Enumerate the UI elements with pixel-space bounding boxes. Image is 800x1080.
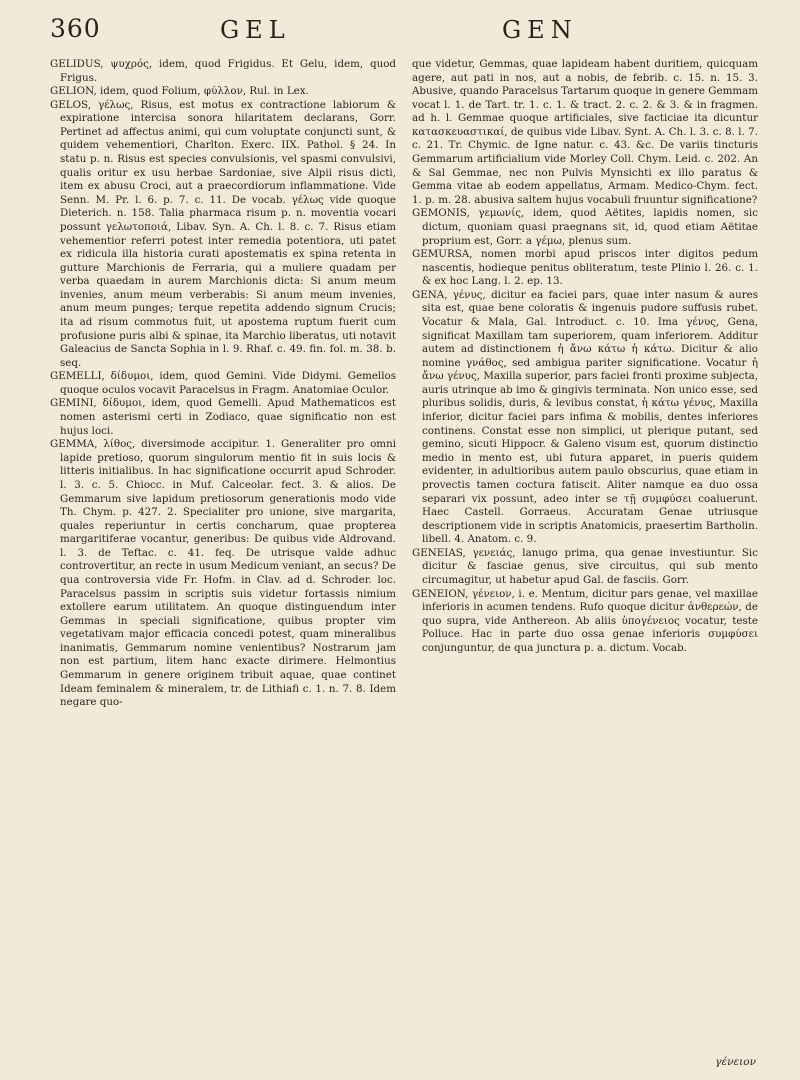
entry-geneias: GENEIAS, γενειάς, lanugo prima, qua genae investiuntur. Sic dicitur & fasciae genus, sive circuitus, qui sub mento circumagitur, ut habetur apud Gal. de fasciis. Gorr. <box>412 546 758 586</box>
entry-gelos: GELOS, γέλως, Risus, est motus ex contractione labiorum & expiratione intercisa sonora hilaritatem declarans, Gorr. Pertinet ad affectus animi, qui cum voluptate conjuncti sunt, & quidem vehementiori, Charlton. Exerc. IIX. Pathol. § 24. In statu p. n. Risus est species convulsionis, vel spasmi convulsivi, qualis oritur ex usu herbae Sardoniae, sive Alpii risus dicti, item ex abusu Croci, aut a praecordiorum inflammatione. Vide Senn. M. Pr. l. 6. p. 7. c. 11. De vocab. γέλως vide quoque Dieterich. n. 158. Talia pharmaca risum p. n. moventia vocari possunt γελωτοποιά, Libav. Syn. A. Ch. l. 8. c. 7. Risus etiam vehementior referri potest inter remedia potentiora, uti patet ex ridicula illa historia curati apostematis ex spina retenta in gutture Marchionis de Ferraria, qui a muliere quadam per verba quaedam in aurem Marchionis dicta: Si anum meum invenies, anum meum verberabis: Si anum meum invenies, anum meum punges; terque repetita addendo signum Crucis; ita ad risum commotus fuit, ut apostema ruptum fuerit cum profusione puris albi & spinae, ita Marchio liberatus, uti notavit Galeacius de Sancta Sophia in l. 9. Rhaf. c. 49. fin. fol. m. 38. b. seq. <box>50 98 396 369</box>
entry-gemursa: GEMURSA, nomen morbi apud priscos inter digitos pedum nascentis, hodieque penitus obliteratum, teste Plinio l. 26. c. 1. & ex hoc Lang. l. 2. ep. 13. <box>412 248 758 288</box>
entry-gemma-continued: que videtur, Gemmas, quae lapideam habent duritiem, quicquam agere, aut pati in nos, aut a nobis, de febrib. c. 15. n. 15. 3. Abusive, quando Paracelsus Tartarum quoque in genere Gemmam vocat l. 1. de Tart. tr. 1. c. 1. & tract. 2. c. 2. & 3. & in fragmen. ad h. l. Gemmae quoque artificiales, sive facticiae ita dicuntur κατασκευαστικαί, de quibus vide Libav. Synt. A. Ch. l. 3. c. 8. l. 7. c. 21. Tr. Chymic. de Igne natur. c. 43. &c. De variis tincturis Gemmarum artificialium vide Morley Coll. Chym. Leid. c. 202. An & Sal Gemmae, nec non Pulvis Mynsichti ex illo paratus & Gemma vitae ab eodem appellatus, Armam. Medico-Chym. fect. 1. p. m. 28. abusiva saltem hujus vocabuli fruuntur significatione? <box>412 58 758 206</box>
right-column <box>412 58 758 710</box>
running-head-right: GEN <box>502 16 578 44</box>
entry-gena: GENA, γένυς, dicitur ea faciei pars, quae inter nasum & aures sita est, quae bene coloratis & ingenuis pudore suffusis rubet. Vocatur & Mala, Gal. Introduct. c. 10. Ima γένυς, Gena, significat Maxillam tam superiorem, quam inferiorem. Additur autem ad distinctionem ἡ ἄνω κάτω ἡ κάτω. Dicitur & alio nomine γνάθος, sed ambigua pariter significatione. Vocatur ἡ ἄνω γένυς, Maxilla superior, pars faciei fronti proxime subjecta, auris utrinque ab imo & gingivis terminata. Non unico esse, sed pluribus solidis, duris, & levibus constat, ἡ κάτω γένυς, Maxilla inferior, dicitur faciei pars infima & mobilis, dentes inferiores continens. Constat esse non simplici, ut plerique putant, sed gemino, sicuti Hippocr. & Galeno visum est, quorum distinctio medio in mento est, ubi futura apparet, in pueris quidem evidenter, in adultioribus autem paulo obscurius, quae etiam in provectis tamen coctura fatiscit. Aliter namque ea duo ossa separari vix possunt, adeo inter se τῇ συμφύσει coaluerunt. Haec Castell. Gorraeus. Accuratam Genae utriusque descriptionem vide in scriptis Anatomicis, praesertim Bartholin. libell. 4. Anatom. c. 9. <box>412 288 758 546</box>
entry-gemonis: GEMONIS, γεμωνίς, idem, quod Aëtites, lapidis nomen, sic dictum, quoniam quasi praegnans sit, id, quod etiam Aëtitae proprium est, Gorr. a γέμω, plenus sum. <box>412 207 758 247</box>
running-head-left: GEL <box>220 16 291 44</box>
catchword: γένειον <box>715 1056 756 1068</box>
entry-gelion: GELION, idem, quod Folium, φύλλον, Rul. in Lex. <box>50 85 309 98</box>
entry-gemini: GEMINI, δίδυμοι, idem, quod Gemelli. Apud Mathematicos est nomen asterismi certi in Zodiaco, quae significatio non est hujus loci. <box>50 397 396 437</box>
page-number: 360 <box>50 14 101 43</box>
entry-gelidus: GELIDUS, ψυχρός, idem, quod Frigidus. Et Gelu, idem, quod Frigus. <box>50 58 396 84</box>
page-header <box>50 14 758 58</box>
entry-geneion: GENEION, γένειον, i. e. Mentum, dicitur pars genae, vel maxillae inferioris in acumen tendens. Rufo quoque dicitur ἀνθερεών, de quo supra, vide Anthereon. Ab aliis ὑπογένειος vocatur, teste Polluce. Hac in parte duo ossa genae inferioris συμφύσει conjunguntur, de qua junctura p. a. dictum. Vocab. <box>412 587 758 654</box>
entry-gemma: GEMMA, λίθος, diversimode accipitur. 1. Generaliter pro omni lapide pretioso, quorum singulorum mentio fit in suis locis & litteris initialibus. In hac significatione occurrit apud Schroder. l. 3. c. 5. Chiocc. in Muf. Calceolar. fect. 3. & alios. De Gemmarum sive lapidum pretiosorum generationis modo vide Th. Chym. p. 427. 2. Specialiter pro unione, sive margarita, quales reperiuntur in certis concharum, quae propterea margaritiferae vocantur, generibus: De quibus vide Aldrovand. l. 3. de Teftac. c. 41. feq. De utrisque valde adhuc controvertitur, an recte in usum Medicum veniant, an secus? De qua controversia vide Fr. Hofm. in Clav. ad d. Schroder. loc. Paracelsus passim in scriptis suis videtur fortassis nimium extollere earum utilitatem. An quoque distinguendum inter Gemmas in speciali significatione, quibus propter vim vegetativam major efficacia concedi potest, quam mineralibus inanimatis, Gemmarum nomine venientibus? Nostrarum jam non est partium, litem hanc exacte dirimere. Helmontius Gemmarum in genere originem tribuit aquae, quae continet Ideam feminalem & mineralem, tr. de Lithiafi c. 1. n. 7. 8. Idem negare quo- <box>50 438 396 709</box>
entry-gemelli: GEMELLI, δίδυμοι, idem, quod Gemini. Vide Didymi. Gemellos quoque oculos vocavit Paracelsus in Fragm. Anatomiae Oculor. <box>50 370 396 396</box>
text-columns <box>50 58 758 710</box>
left-column <box>50 58 396 710</box>
